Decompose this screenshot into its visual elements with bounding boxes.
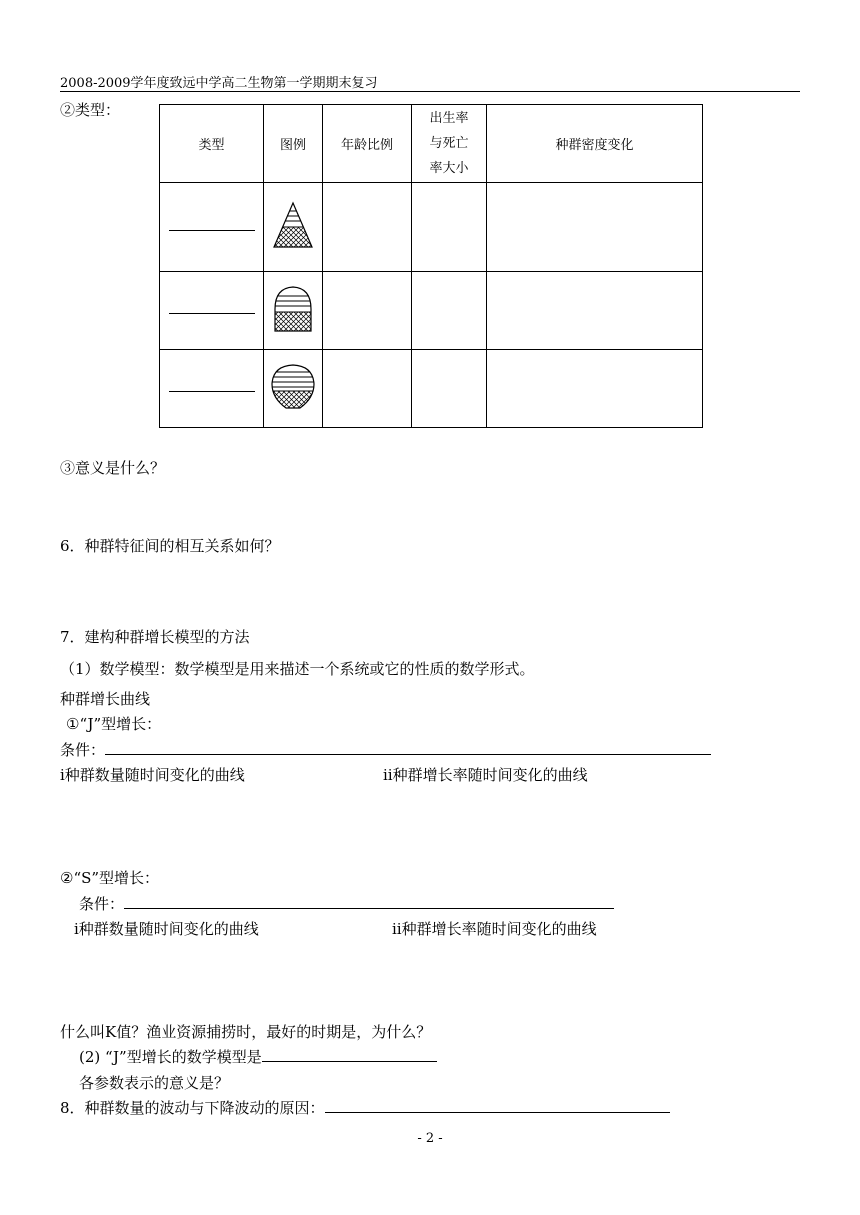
- j-condition-label: 条件：: [60, 741, 106, 759]
- j-model-line: [79, 1046, 437, 1067]
- age-structure-table: [159, 104, 703, 428]
- legend-cell: [264, 183, 323, 272]
- density-cell[interactable]: [487, 183, 703, 272]
- density-cell[interactable]: [487, 350, 703, 428]
- table-row: [160, 183, 703, 272]
- page-number: - 2 -: [417, 1131, 443, 1146]
- question-3: ③意义是什么？: [60, 459, 166, 477]
- question-6: 6．种群特征间的相互关系如何？: [60, 537, 280, 555]
- col-birth-death: 出生率 与死亡 率大小: [412, 105, 487, 183]
- j-growth-title: ①“J”型增长：: [66, 715, 162, 733]
- j-model-blank[interactable]: [262, 1047, 437, 1062]
- s-curve-i: ⅰ种群数量随时间变化的曲线: [74, 920, 259, 938]
- question-8-line: [60, 1097, 670, 1118]
- j-model-label: (2) “J”型增长的数学模型是: [79, 1048, 262, 1066]
- page-header: 2008-2009学年度致远中学高二生物第一学期期末复习: [60, 76, 378, 91]
- s-growth-title: ②“S”型增长：: [60, 869, 160, 887]
- s-condition-label: 条件：: [79, 895, 125, 913]
- j-curve-i: ⅰ种群数量随时间变化的曲线: [60, 766, 245, 784]
- type-answer-cell[interactable]: [160, 183, 264, 272]
- growing-pyramid-icon: [271, 200, 315, 250]
- s-condition-blank[interactable]: [124, 894, 614, 909]
- answer-blank[interactable]: [169, 230, 255, 231]
- col-type: 类型: [160, 105, 264, 183]
- question-8-blank[interactable]: [325, 1098, 670, 1113]
- j-condition-blank[interactable]: [105, 740, 711, 755]
- col-legend: 图例: [264, 105, 323, 183]
- answer-blank[interactable]: [169, 313, 255, 314]
- stable-pyramid-icon: [271, 284, 315, 334]
- density-cell[interactable]: [487, 272, 703, 350]
- j-condition-line: [60, 739, 711, 760]
- birth-death-cell[interactable]: [412, 272, 487, 350]
- s-curve-ii: ⅱ种群增长率随时间变化的曲线: [392, 920, 597, 938]
- growth-curve-heading: 种群增长曲线: [60, 690, 151, 708]
- j-curve-ii: ⅱ种群增长率随时间变化的曲线: [383, 766, 588, 784]
- question-8-label: 8．种群数量的波动与下降波动的原因：: [60, 1099, 325, 1117]
- math-model-definition: （1）数学模型：数学模型是用来描述一个系统或它的性质的数学形式。: [60, 660, 535, 678]
- col-age-ratio: 年龄比例: [323, 105, 412, 183]
- age-ratio-cell[interactable]: [323, 272, 412, 350]
- k-value-question: 什么叫K值？渔业资源捕捞时，最好的时期是，为什么？: [60, 1023, 432, 1041]
- s-condition-line: [79, 893, 614, 914]
- type-answer-cell[interactable]: [160, 272, 264, 350]
- question-7: 7．建构种群增长模型的方法: [60, 628, 250, 646]
- age-ratio-cell[interactable]: [323, 350, 412, 428]
- legend-cell: [264, 350, 323, 428]
- table-row: [160, 272, 703, 350]
- answer-blank[interactable]: [169, 391, 255, 392]
- type-answer-cell[interactable]: [160, 350, 264, 428]
- age-ratio-cell[interactable]: [323, 183, 412, 272]
- declining-pyramid-icon: [269, 362, 317, 412]
- parameter-question: 各参数表示的意义是？: [79, 1074, 230, 1092]
- legend-cell: [264, 272, 323, 350]
- birth-death-cell[interactable]: [412, 183, 487, 272]
- table-row: [160, 350, 703, 428]
- birth-death-cell[interactable]: [412, 350, 487, 428]
- types-label: ②类型：: [60, 101, 121, 119]
- col-density-change: 种群密度变化: [487, 105, 703, 183]
- header-rule: [60, 91, 800, 92]
